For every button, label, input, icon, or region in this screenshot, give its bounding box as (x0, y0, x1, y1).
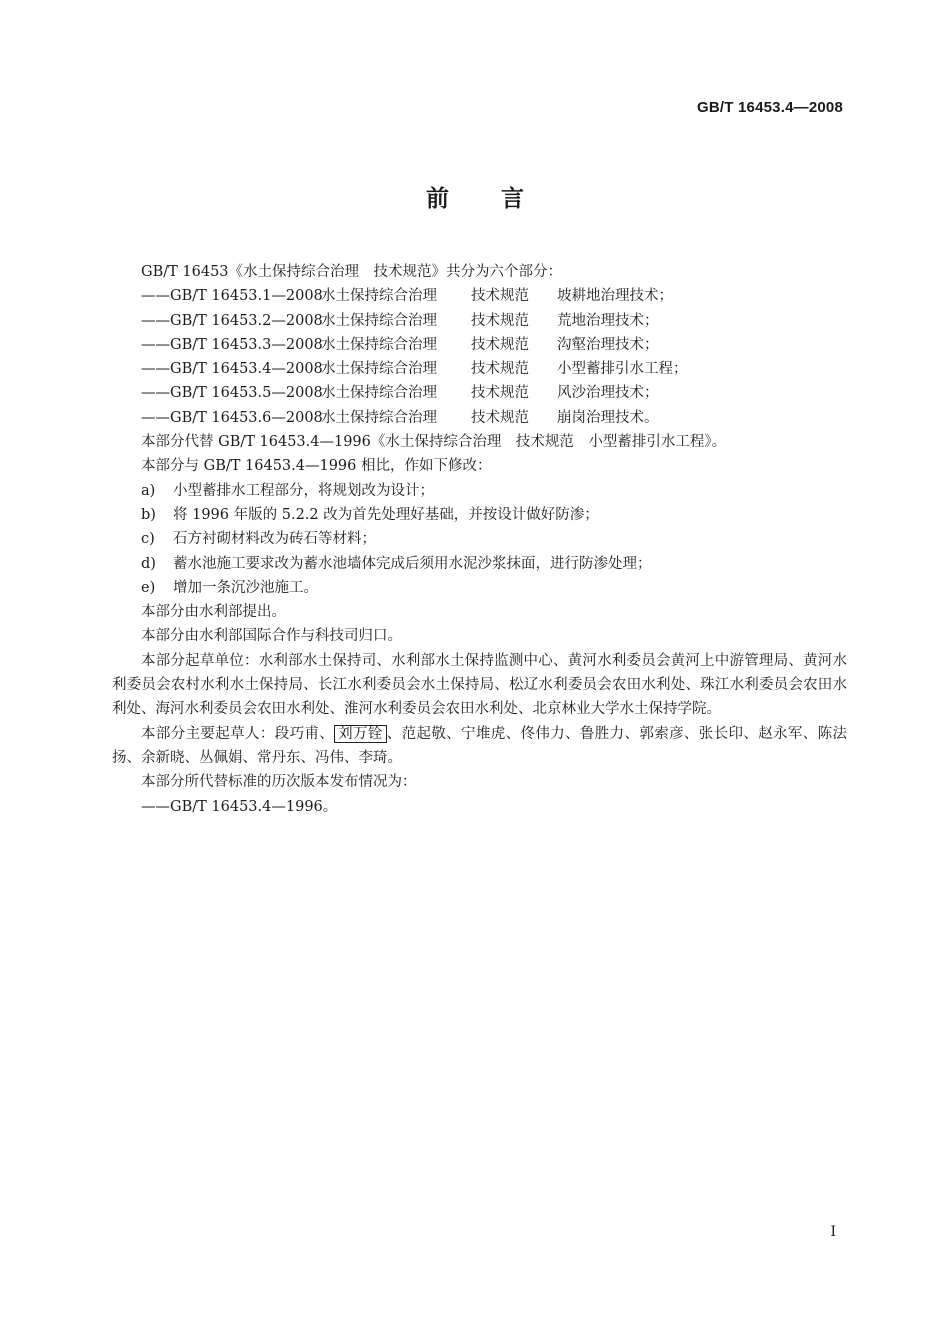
page-title (0, 180, 950, 213)
title-char-1: 前 (426, 186, 449, 212)
part-item (112, 333, 847, 357)
part-mid: 技术规范 (471, 312, 529, 329)
drafting-units-paragraph: 本部分起草单位：水利部水土保持司、水利部水土保持监测中心、黄河水利委员会黄河上中游管理局、黄河水利委员会农村水利水土保持局、长江水利委员会水土保持局、松辽水利委员会农田水利处、珠江水利委员会农田水利处、海河水利委员会农田水利处、淮河水利委员会农田水利处、北京林业大学水土保持学院。 (112, 652, 847, 718)
change-text: 小型蓄排水工程部分，将规划改为设计； (173, 482, 434, 499)
change-label: d) (141, 555, 156, 572)
part-code: ——GB/T 16453.3—2008 (141, 336, 323, 353)
part-code: ——GB/T 16453.4—2008 (141, 361, 323, 378)
part-item (112, 381, 847, 405)
compare-line: 本部分与 GB/T 16453.4—1996 相比，作如下修改： (141, 458, 492, 475)
part-topic: 坡耕地治理技术； (557, 288, 673, 305)
history-intro-line: 本部分所代替标准的历次版本发布情况为： (141, 774, 417, 791)
title-char-2: 言 (501, 186, 524, 212)
history-line: ——GB/T 16453.4—1996。 (141, 798, 338, 815)
change-item (112, 527, 847, 551)
change-item (112, 576, 847, 600)
part-name: 水土保持综合治理 (321, 409, 437, 426)
part-code: ——GB/T 16453.6—2008 (141, 409, 323, 426)
changes-list (112, 479, 847, 600)
part-mid: 技术规范 (471, 288, 529, 305)
change-text: 蓄水池施工要求改为蓄水池墙体完成后须用水泥沙浆抹面，进行防渗处理； (173, 555, 652, 572)
part-item (112, 284, 847, 308)
part-mid: 技术规范 (471, 361, 529, 378)
change-text: 石方衬砌材料改为砖石等材料； (173, 531, 376, 548)
part-topic: 风沙治理技术； (557, 385, 659, 402)
part-name: 水土保持综合治理 (321, 288, 437, 305)
part-name: 水土保持综合治理 (321, 336, 437, 353)
foreword-body (112, 260, 847, 819)
part-topic: 崩岗治理技术。 (557, 409, 659, 426)
part-topic: 沟壑治理技术； (557, 336, 659, 353)
part-item (112, 406, 847, 430)
change-text: 增加一条沉沙池施工。 (173, 579, 318, 596)
standard-number-header: GB/T 16453.4—2008 (697, 99, 843, 116)
intro-line: GB/T 16453《水土保持综合治理 技术规范》共分为六个部分： (141, 264, 563, 280)
part-topic: 小型蓄排引水工程； (557, 361, 688, 378)
change-text: 将 1996 年版的 5.2.2 改为首先处理好基础，并按设计做好防渗； (173, 506, 599, 523)
replaces-line: 本部分代替 GB/T 16453.4—1996《水土保持综合治理 技术规范 小型蓄排引水工程》。 (141, 434, 727, 451)
part-topic: 荒地治理技术； (557, 312, 659, 329)
part-code: ——GB/T 16453.2—2008 (141, 312, 323, 329)
part-item (112, 309, 847, 333)
part-name: 水土保持综合治理 (321, 385, 437, 402)
change-item (112, 479, 847, 503)
part-name: 水土保持综合治理 (321, 312, 437, 329)
part-mid: 技术规范 (471, 336, 529, 353)
part-mid: 技术规范 (471, 409, 529, 426)
change-label: b) (141, 506, 156, 523)
managed-line: 本部分由水利部国际合作与科技司归口。 (141, 628, 402, 645)
part-name: 水土保持综合治理 (321, 361, 437, 378)
part-code: ——GB/T 16453.1—2008 (141, 288, 323, 305)
part-item (112, 357, 847, 381)
drafters-after: 、范起敬、宁堆虎、佟伟力、鲁胜力、郭索彦、张长印、赵永军、陈法扬、余新晓、丛佩娟、常丹东、冯伟、李琦。 (112, 725, 848, 766)
proposed-line: 本部分由水利部提出。 (141, 604, 286, 621)
part-code: ——GB/T 16453.5—2008 (141, 385, 323, 402)
part-mid: 技术规范 (471, 385, 529, 402)
page-number: I (830, 1224, 836, 1240)
change-item (112, 503, 847, 527)
parts-list (112, 284, 847, 430)
drafters-before: 本部分主要起草人：段巧甫、 (141, 725, 335, 742)
drafters-paragraph (112, 722, 847, 771)
change-label: c) (141, 531, 155, 548)
change-label: a) (141, 482, 156, 499)
change-label: e) (141, 579, 156, 596)
change-item (112, 552, 847, 576)
drafter-boxed-name: 刘万铨 (334, 725, 387, 743)
